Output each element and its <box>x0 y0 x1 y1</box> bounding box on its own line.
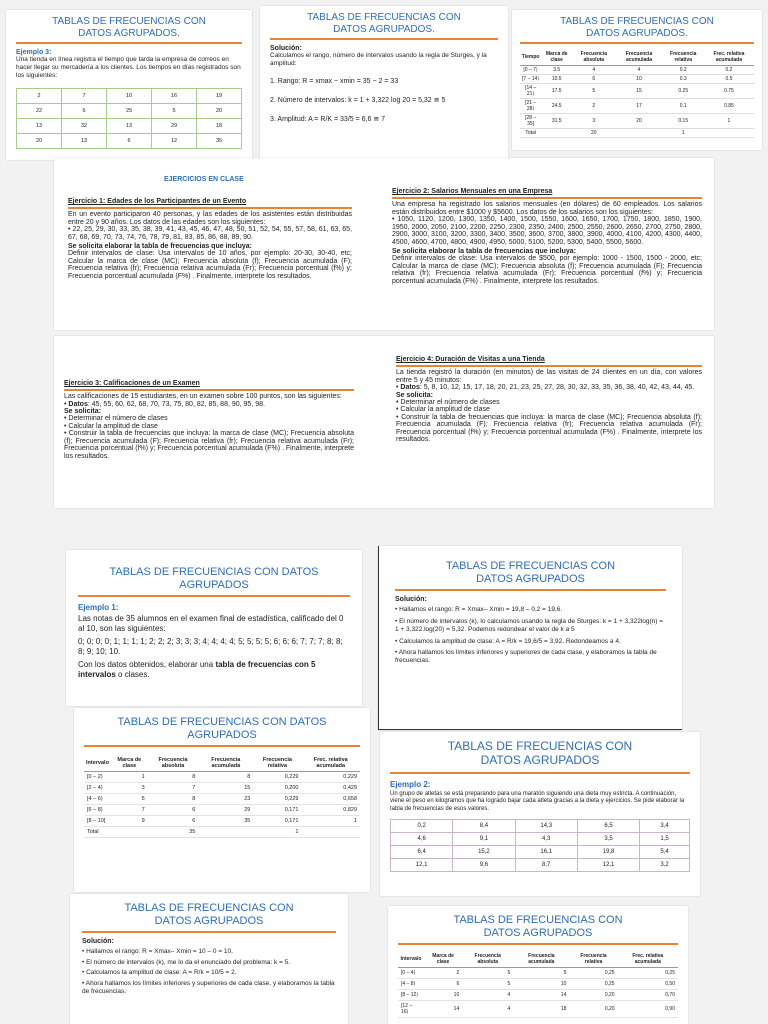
exercise-1-text: En un evento participaron 40 personas, y las edades de los asistentes están distribuidas entre 20 y 90 años. Los datos de las edades son los siguientes: <box>68 211 352 226</box>
table-cell: 6 <box>148 805 199 816</box>
table-cell: 0,229 <box>253 794 301 805</box>
table-cell: 0,20 <box>569 1001 617 1018</box>
exercise-1 <box>68 198 352 280</box>
list-item: • El número de intervalos (k), me lo da el enunciado del problema: k = 5. <box>82 959 336 967</box>
example-label: Ejemplo 1: <box>78 603 119 613</box>
table-cell: 13 <box>62 134 107 149</box>
table-cell: 6 <box>107 134 152 149</box>
table-cell: 5 <box>111 794 148 805</box>
table-cell: 1 <box>704 114 754 129</box>
exercise-2-detail: Definir intervalos de clase: Usa intervalos de $500, por ejemplo: 1000 - 1500, 1500 - 2000, etc; Calcular la marca de clase (MC); Frecuencia absoluta (f); Frecuencia acumulada (F); Frecuencia relativa (fr); Frecuencia relativa acumulada (Fr); Frecuencia porcentual (f%) y; Frecuencia porcentual acumulada (F%) . Finalmente, interprete los resultados. <box>392 255 702 285</box>
slide-title: TABLAS DE FRECUENCIAS CON DATOS AGRUPADOS <box>447 739 633 767</box>
table-cell: [0 – 2⟩ <box>84 772 111 783</box>
table-cell: 20 <box>572 129 615 138</box>
table-cell: 18 <box>197 119 242 134</box>
exercise-1-ask: Se solicita elaborar la tabla de frecuencias que incluya: <box>68 243 253 251</box>
table-cell: 0,25 <box>569 968 617 979</box>
table-cell <box>704 129 754 138</box>
table-cell: 2 <box>424 968 462 979</box>
column-header: Frec. relativa acumulada <box>301 755 360 772</box>
exercise-2-ask: Se solicita elaborar la tabla de frecuencias que incluya: <box>392 248 577 256</box>
table-cell: 19 <box>197 89 242 104</box>
table-cell: 8 <box>198 772 253 783</box>
table-row <box>17 104 242 119</box>
table-header-row <box>520 49 754 66</box>
list-item: • El número de intervalos (k), lo calculamos usando la regla de Sturges: k = 1 + 3,322log(n) = 1 + 3,322.log(20) = 5,32. Podemos redondear el valor de k a 5 <box>395 618 666 635</box>
table-cell: 0.5 <box>704 75 754 84</box>
table-cell: 6,4 <box>391 846 453 859</box>
table-cell: 0,200 <box>253 783 301 794</box>
table-cell: [4 – 6⟩ <box>84 794 111 805</box>
example-label: Ejemplo 3: <box>16 49 52 56</box>
table-cell: 0.2 <box>663 66 704 75</box>
slide-ejemplo-3 <box>6 10 252 160</box>
table-cell: 3,2 <box>640 859 690 872</box>
table-cell: 31.5 <box>541 114 572 129</box>
table-cell: 0,229 <box>253 772 301 783</box>
table-cell: 0,658 <box>301 794 360 805</box>
list-item: • Ahora hallamos los límites inferiores y superiores de cada clase, y elaboramos la tabla de frecuencias. <box>82 980 336 997</box>
step-intervals: 2. Número de intervalos: k = 1 + 3,322 log 20 = 5,32 ≅ 5 <box>270 97 446 104</box>
title-rule <box>520 42 754 44</box>
column-header: Marca de clase <box>111 755 148 772</box>
column-header: Frec. relativa acumulada <box>704 49 754 66</box>
table-cell: 1 <box>663 129 704 138</box>
table-row <box>84 783 360 794</box>
table-cell: 8 <box>148 772 199 783</box>
list-item: • Calculamos la amplitud de clase: A = R/k = 19,6/5 = 3,92. Redondeamos a 4. <box>395 638 666 646</box>
slide-title: TABLAS DE FRECUENCIAS CON DATOS AGRUPADOS. <box>307 12 461 35</box>
title-rule <box>84 745 360 747</box>
table-cell: [6 – 8⟩ <box>84 805 111 816</box>
column-header: Marca de clase <box>541 49 572 66</box>
column-header: Frec. relativa acumulada <box>618 951 678 968</box>
table-cell: 4 <box>572 66 615 75</box>
table-row <box>17 89 242 104</box>
table-cell: 8,4 <box>453 820 515 833</box>
table-cell: Total <box>520 129 541 138</box>
table-cell: [8 – 12⟩ <box>398 990 424 1001</box>
title-rule <box>395 589 666 591</box>
table-cell <box>541 129 572 138</box>
table-row <box>84 805 360 816</box>
table-row <box>391 859 690 872</box>
column-header: Intervalo <box>398 951 424 968</box>
table-cell: [14 – 21⟩ <box>520 84 541 99</box>
table-cell: 14,3 <box>515 820 577 833</box>
column-header: Frecuencia absoluta <box>572 49 615 66</box>
table-cell: 4,6 <box>391 833 453 846</box>
slide-title: TABLAS DE FRECUENCIAS CON DATOS AGRUPADOS <box>109 566 319 591</box>
table-cell: [4 – 8⟩ <box>398 979 424 990</box>
table-row <box>391 833 690 846</box>
table-cell: 0,2 <box>391 820 453 833</box>
title-rule <box>270 38 498 40</box>
slide-title: TABLAS DE FRECUENCIAS CON DATOS AGRUPADOS <box>124 902 294 927</box>
table-cell: 17.5 <box>541 84 572 99</box>
table-cell: [0 – 7⟩ <box>520 66 541 75</box>
exercise-2-text: Una empresa ha registrado los salarios mensuales (en dólares) de 60 empleados. Los salarios están distribuidos entre $1000 y $5600. Los datos de los salarios son los siguientes: <box>392 201 702 216</box>
table-cell: 3 <box>111 783 148 794</box>
table-cell: 32 <box>62 119 107 134</box>
slide-title: TABLAS DE FRECUENCIAS CON DATOS AGRUPADOS <box>117 716 327 741</box>
table-cell: 5 <box>462 968 513 979</box>
table-row <box>398 990 678 1001</box>
column-header: Frecuencia acumulada <box>198 755 253 772</box>
table-cell: 5,4 <box>640 846 690 859</box>
table-cell: 14 <box>513 990 569 1001</box>
slide-title: TABLAS DE FRECUENCIAS CON DATOS AGRUPADOS. <box>52 16 206 39</box>
table-cell: 3.5 <box>541 66 572 75</box>
table-cell: 9,1 <box>453 833 515 846</box>
table-cell: 1 <box>253 827 301 838</box>
slide-tabla-3 <box>512 10 762 150</box>
table-cell: 0,171 <box>253 816 301 827</box>
table-cell: 13 <box>107 119 152 134</box>
table-header-row <box>84 755 360 772</box>
table-cell: [2 – 4⟩ <box>84 783 111 794</box>
table-cell: 4,3 <box>515 833 577 846</box>
table-cell: 20 <box>197 104 242 119</box>
solution-list <box>82 948 336 996</box>
example-text: Un grupo de atletas se está preparando para una maratón siguiendo una dieta muy estricta. A continuación, viene el peso en kilogramos que ha logrado bajar cada atleta gracias a la dieta y ejercicios. Se pide elaborar la tabla de frecuencias de esos valores. <box>390 790 685 812</box>
exercises-3-4 <box>54 336 714 508</box>
exercise-3-list <box>64 415 354 460</box>
table-cell: 25 <box>107 104 152 119</box>
table-cell: Total <box>84 827 111 838</box>
table-cell <box>615 129 662 138</box>
title-rule <box>16 42 242 44</box>
table-cell: 2 <box>17 89 62 104</box>
slide-title: TABLAS DE FRECUENCIAS CON DATOS AGRUPADOS <box>453 914 623 939</box>
table-cell: 17 <box>615 99 662 114</box>
table-row <box>84 772 360 783</box>
column-header: Frecuencia acumulada <box>615 49 662 66</box>
table-cell: 15,2 <box>453 846 515 859</box>
slide-tabla-1 <box>74 708 370 892</box>
table-cell: 35 <box>148 827 199 838</box>
table-row <box>398 1001 678 1018</box>
step-amplitude: 3. Amplitud: A = R/K = 33/5 = 6,6 ≅ 7 <box>270 115 386 123</box>
list-item: • Calcular la amplitud de clase <box>64 423 354 431</box>
table-row <box>520 114 754 129</box>
slide-ejemplo-1 <box>66 550 362 706</box>
exercise-2-heading: Ejercicio 2: Salarios Mensuales en una Empresa <box>392 188 553 195</box>
data-grid <box>16 88 242 149</box>
list-item: • Construir la tabla de frecuencias que incluya: la marca de clase (MC); Frecuencia absoluta (f); Frecuencia acumulada (F); Frecuencia relativa (fr); Frecuencia relativa acumulada (Fr); Frecuencia porcentual (f%) y; Frecuencia porcentual acumulada (F%) . Finalmente, interprete los resultados. <box>396 414 702 444</box>
exercise-4 <box>396 356 702 444</box>
table-cell: 10 <box>107 89 152 104</box>
table-cell: 0.2 <box>704 66 754 75</box>
table-cell: 16,1 <box>515 846 577 859</box>
example-text: Las notas de 35 alumnos en el examen final de estadística, calificado del 0 al 10, son las siguientes: <box>78 614 344 634</box>
table-cell: 12 <box>152 134 197 149</box>
frequency-table <box>398 951 678 1018</box>
table-cell: 16 <box>152 89 197 104</box>
table-cell: 0,429 <box>301 783 360 794</box>
exercise-3-data: • Datos: 45, 55, 60, 62, 68, 70, 73, 75, 80, 82, 85, 88, 90, 95, 98. <box>64 400 265 408</box>
table-cell: 8 <box>148 794 199 805</box>
step-range: 1. Rango: R = xmax − xmin = 35 − 2 = 33 <box>270 78 399 86</box>
table-cell: 13 <box>17 119 62 134</box>
table-cell: [21 – 28⟩ <box>520 99 541 114</box>
list-item: • Hallamos el rango: R = Xmax– Xmin = 19,8 – 0,2 = 19,6. <box>395 606 666 614</box>
table-cell: 7 <box>111 805 148 816</box>
list-item: • Determinar el número de clases <box>396 399 702 407</box>
example-label: Ejemplo 2: <box>390 779 431 789</box>
table-cell: 18 <box>513 1001 569 1018</box>
slide-tabla-2 <box>388 906 688 1024</box>
table-cell: 0.15 <box>663 114 704 129</box>
table-cell: 6 <box>62 104 107 119</box>
exercise-4-list <box>396 399 702 444</box>
exercise-3-heading: Ejercicio 3: Calificaciones de un Examen <box>64 380 200 387</box>
table-cell: 24.5 <box>541 99 572 114</box>
list-item: • Ahora hallamos los límites inferiores y superiores de cada clase, y elaboramos la tabla de frecuencias. <box>395 649 666 666</box>
slide-solucion-2 <box>70 894 348 1024</box>
slide-solucion-3 <box>260 6 508 158</box>
table-cell: 6 <box>572 75 615 84</box>
table-cell: 1 <box>111 772 148 783</box>
table-row <box>17 119 242 134</box>
exercise-4-ask: Se solicita: <box>396 391 433 399</box>
slide-solucion-1 <box>378 546 682 730</box>
table-cell: 23 <box>198 794 253 805</box>
table-cell: 9,6 <box>453 859 515 872</box>
table-cell: 12,1 <box>391 859 453 872</box>
table-cell: 6 <box>424 979 462 990</box>
table-cell: [8 – 10] <box>84 816 111 827</box>
exercise-1-heading: Ejercicio 1: Edades de los Participantes de un Evento <box>68 198 247 205</box>
table-cell: 10 <box>615 75 662 84</box>
table-cell: 4 <box>462 1001 513 1018</box>
table-cell: 6,5 <box>577 820 639 833</box>
slide-title: TABLAS DE FRECUENCIAS CON DATOS AGRUPADOS <box>445 560 616 585</box>
table-cell <box>301 827 360 838</box>
table-row <box>520 75 754 84</box>
table-cell: 9 <box>111 816 148 827</box>
table-cell <box>198 827 253 838</box>
table-cell: 35 <box>198 816 253 827</box>
data-grid <box>390 819 690 872</box>
table-cell: [12 – 16⟩ <box>398 1001 424 1018</box>
column-header: Marca de clase <box>424 951 462 968</box>
table-row <box>391 820 690 833</box>
table-cell: 7 <box>62 89 107 104</box>
table-cell: 8,7 <box>515 859 577 872</box>
exercises-1-2 <box>54 158 714 330</box>
column-header: Frecuencia acumulada <box>513 951 569 968</box>
list-item: • Calcular la amplitud de clase <box>396 406 702 414</box>
column-header: Tiempo <box>520 49 541 66</box>
table-row <box>398 968 678 979</box>
title-rule <box>78 595 350 597</box>
slide-ejemplo-2 <box>380 732 700 896</box>
table-row <box>17 134 242 149</box>
column-header: Frecuencia absoluta <box>462 951 513 968</box>
table-cell: 14 <box>424 1001 462 1018</box>
exercise-1-detail: Definir intervalos de clase: Usa intervalos de 10 años, por ejemplo: 20-30, 30-40, etc; Calcular la marca de clase (MC); Frecuencia absoluta (f); Frecuencia acumulada (F); Frecuencia relativa (fr); Frecuencia relativa acumulada (Fr); Frecuencia porcentual (f%) y; Frecuencia porcentual acumulada (F%) . Finalmente, interprete los resultados. <box>68 250 352 280</box>
table-cell: 5 <box>513 968 569 979</box>
solution-label: Solución: <box>82 938 114 946</box>
table-cell <box>111 827 148 838</box>
list-item: • Hallamos el rango: R = Xmax– Xmin = 10 – 0 = 10. <box>82 948 336 956</box>
table-cell: [7 – 14⟩ <box>520 75 541 84</box>
table-cell: 20 <box>615 114 662 129</box>
table-cell: 29 <box>198 805 253 816</box>
solution-list <box>395 606 666 666</box>
table-cell: 0,829 <box>301 805 360 816</box>
exercise-4-heading: Ejercicio 4: Duración de Visitas a una Tienda <box>396 356 545 363</box>
list-item: • Calculamos la amplitud de clase: A = R/k = 10/5 = 2. <box>82 969 336 977</box>
title-rule <box>398 943 678 945</box>
table-cell: 0,50 <box>618 979 678 990</box>
example-outro: Con los datos obtenidos, elaborar una tabla de frecuencias con 5 intervalos o clases. <box>78 660 316 680</box>
title-rule <box>82 931 336 933</box>
table-cell: 3 <box>572 114 615 129</box>
table-cell: 0,90 <box>618 1001 678 1018</box>
column-header: Frecuencia relativa <box>569 951 617 968</box>
exercise-3-ask: Se solicita: <box>64 408 101 416</box>
table-row <box>84 794 360 805</box>
table-header-row <box>398 951 678 968</box>
exercise-1-data: • 22, 25, 29, 30, 33, 35, 38, 39, 41, 43, 45, 46, 47, 48, 50, 51, 52, 54, 55, 57, 58, 61, 63, 65, 67, 68, 69, 70, 73, 74, 76, 78, 79, 81, 83, 85, 86, 88, 89, 90. <box>68 226 352 241</box>
frequency-table <box>520 49 754 138</box>
table-row <box>520 99 754 114</box>
table-cell: 1 <box>301 816 360 827</box>
table-cell: [28 – 35] <box>520 114 541 129</box>
list-item: • Determinar el número de clases <box>64 415 354 423</box>
table-row <box>391 846 690 859</box>
table-cell: 10.5 <box>541 75 572 84</box>
table-cell: 3,5 <box>577 833 639 846</box>
column-header: Frecuencia absoluta <box>148 755 199 772</box>
table-cell: 10 <box>513 979 569 990</box>
table-cell: 0.3 <box>663 75 704 84</box>
frequency-table <box>84 755 360 838</box>
table-cell: 12,1 <box>577 859 639 872</box>
table-cell: 0.25 <box>663 84 704 99</box>
exercise-4-data: • Datos: 5, 8, 10, 12, 15, 17, 18, 20, 21, 23, 25, 27, 28, 30, 32, 33, 35, 36, 38, 40, 42, 43, 44, 45. <box>396 384 695 392</box>
table-cell: 4 <box>615 66 662 75</box>
list-item: • Construir la tabla de frecuencias que incluya: la marca de clase (MC); Frecuencia absoluta (f); Frecuencia acumulada (F); Frecuencia relativa (fr); Frecuencia relativa acumulada (Fr); Frecuencia porcentual (f%) y; Frecuencia porcentual acumulada (F%) . Finalmente, interprete los resultados. <box>64 430 354 460</box>
table-cell: 19,8 <box>577 846 639 859</box>
table-cell: 0,171 <box>253 805 301 816</box>
column-header: Frecuencia relativa <box>253 755 301 772</box>
table-cell: 0.1 <box>663 99 704 114</box>
table-cell: 0.75 <box>704 84 754 99</box>
exercise-4-text: La tienda registró la duración (en minutos) de las visitas de 24 clientes en un día, con valores entre 5 y 45 minutos: <box>396 369 702 384</box>
table-cell: 35 <box>197 134 242 149</box>
table-cell: 6 <box>148 816 199 827</box>
table-cell: 5 <box>572 84 615 99</box>
table-cell: 3,4 <box>640 820 690 833</box>
table-cell: 20 <box>17 134 62 149</box>
exercise-2-data: • 1050, 1120, 1200, 1300, 1350, 1400, 1500, 1550, 1600, 1650, 1700, 1750, 1800, 1850, 1900, 1950, 2000, 2050, 2100, 2200, 2250, 2300, 2350, 2400, 2500, 2550, 2600, 2650, 2700, 2750, 2800, 2900, 3000, 3100, 3200, 3300, 3400, 3500, 3600, 3700, 3800, 3900, 4000, 4100, 4200, 4300, 4400, 4500, 4600, 4700, 4800, 4900, 4950, 5000, 5100, 5200, 5300, 5400, 5500, 5600. <box>392 216 702 246</box>
table-cell: 4 <box>462 990 513 1001</box>
solution-label: Solución: <box>395 596 427 604</box>
table-row <box>84 816 360 827</box>
slide-title: TABLAS DE FRECUENCIAS CON DATOS AGRUPADOS. <box>560 16 714 39</box>
table-cell: 0,25 <box>569 979 617 990</box>
table-cell: 7 <box>148 783 199 794</box>
table-cell: 0,20 <box>569 990 617 1001</box>
table-row <box>520 84 754 99</box>
table-cell: 0,229 <box>301 772 360 783</box>
table-cell: 0,25 <box>618 968 678 979</box>
table-row <box>520 129 754 138</box>
table-row <box>398 979 678 990</box>
table-cell: 0.85 <box>704 99 754 114</box>
exercise-3 <box>64 380 354 460</box>
exercises-header: EJERCICIOS EN CLASE <box>164 176 244 183</box>
table-cell: 29 <box>152 119 197 134</box>
table-cell: 22 <box>17 104 62 119</box>
exercise-3-text: Las calificaciones de 15 estudiantes, en un examen sobre 100 puntos, son las siguientes: <box>64 393 342 400</box>
table-cell: 5 <box>462 979 513 990</box>
table-cell: 10 <box>424 990 462 1001</box>
table-row <box>520 66 754 75</box>
table-cell: 15 <box>615 84 662 99</box>
table-cell: 1,5 <box>640 833 690 846</box>
table-cell: 2 <box>572 99 615 114</box>
table-cell: [0 – 4⟩ <box>398 968 424 979</box>
solution-label: Solución: <box>270 45 302 52</box>
title-rule <box>390 772 690 774</box>
exercise-2 <box>392 188 702 285</box>
table-row <box>84 827 360 838</box>
solution-intro: Calculamos el rango, número de intervalos usando la regla de Sturges, y la amplitud: <box>270 52 487 68</box>
table-cell: 15 <box>198 783 253 794</box>
example-data: 0; 0; 0; 0; 1; 1; 1; 1; 2; 2; 2; 3; 3; 3; 4; 4; 4; 4; 5; 5; 5; 5; 6; 6; 6; 7; 7; 7; 8; 8; 8; 9; 10; 10. <box>78 637 343 657</box>
table-cell: 0,70 <box>618 990 678 1001</box>
column-header: Intervalo <box>84 755 111 772</box>
column-header: Frecuencia relativa <box>663 49 704 66</box>
example-text: Una tienda en línea registra el tiempo que tarda la empresa de correos en hacer llegar su mercadería a los clientes. Los tiempos en días registrados son los siguientes: <box>16 56 241 80</box>
table-cell: 5 <box>152 104 197 119</box>
